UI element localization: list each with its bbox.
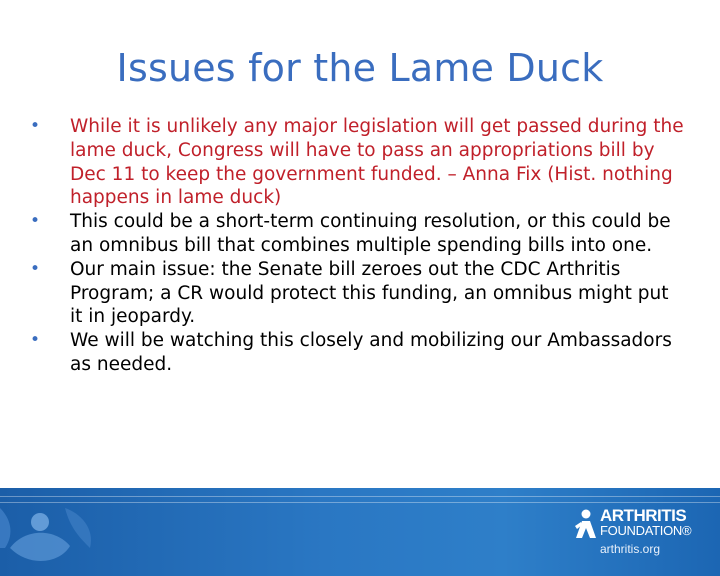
slide-title: Issues for the Lame Duck [116, 46, 604, 90]
bullet-item [30, 210, 685, 258]
footer-swirl-graphic [0, 488, 110, 576]
bullet-dot-icon: • [30, 258, 41, 279]
bullet-item [30, 115, 685, 210]
logo-url[interactable]: arthritis.org [600, 542, 661, 556]
bullet-text: We will be watching this closely and mobilizing our Ambassadors as needed. [70, 330, 672, 375]
bullet-item [30, 258, 685, 329]
bullet-list [30, 115, 685, 377]
logo-wordmark-primary: ARTHRITIS [600, 506, 687, 525]
bullet-dot-icon: • [30, 211, 41, 232]
arthritis-foundation-logo[interactable] [573, 506, 692, 564]
bullet-text: This could be a short-term continuing resolution, or this could be an omnibus bill that combines multiple spending bills into one. [70, 211, 671, 256]
bullet-dot-icon: • [30, 116, 41, 136]
bullet-text: Our main issue: the Senate bill zeroes out the CDC Arthritis Program; a CR would protect this funding, an omnibus might put it in jeopardy. [70, 258, 669, 328]
arthritis-foundation-figure-icon [573, 508, 599, 540]
logo-wordmark-secondary: FOUNDATION® [600, 523, 692, 538]
bullet-text: While it is unlikely any major legislation will get passed during the lame duck, Congress will have to pass an appropriations bill by Dec 11 to keep the government funded. – Anna Fix (Hist. nothing happens in lame duck) [70, 116, 684, 209]
bullet-dot-icon: • [30, 330, 41, 351]
bullet-item [30, 329, 685, 377]
